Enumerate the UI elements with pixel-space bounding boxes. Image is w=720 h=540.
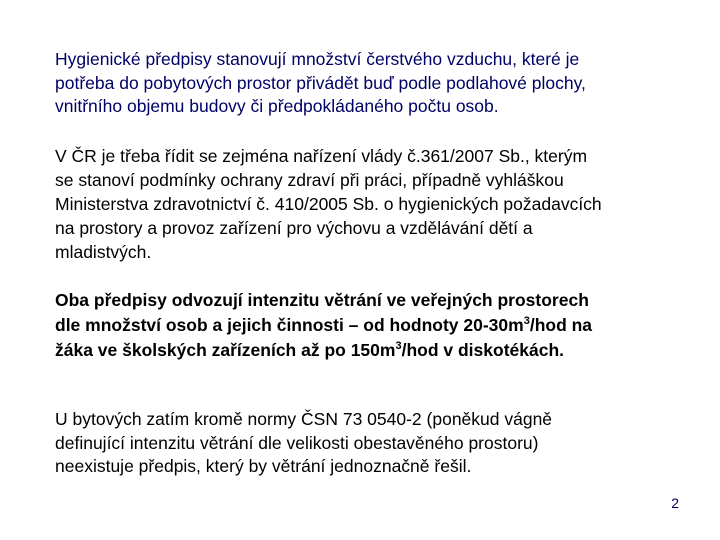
text-line: U bytových zatím kromě normy ČSN 73 0540-2 (poněkud vágně (55, 409, 553, 429)
text-line: na prostory a provoz zařízení pro výchovu a vzdělávání dětí a (55, 218, 533, 238)
text-line: potřeba do pobytových prostor přivádět buď podle podlahové plochy, (55, 72, 586, 93)
superscript: 3 (523, 315, 530, 327)
text-line: mladistvých. (55, 242, 152, 262)
text-line: Ministerstva zdravotnictví č. 410/2005 Sb. o hygienických požadavcích (55, 194, 602, 214)
text-segment: dle množství osob a jejich činnosti – od hodnoty 20-30m (55, 315, 524, 335)
text-line (55, 313, 695, 338)
text-line (55, 338, 695, 363)
text-segment: /hod v diskotékách. (401, 340, 564, 360)
page-number: 2 (671, 495, 679, 511)
superscript: 3 (395, 340, 402, 352)
text-line: V ČR je třeba řídit se zejména nařízení vlády č.361/2007 Sb., kterým (55, 146, 588, 166)
text-line: definující intenzitu větrání dle velikosti obestavěného prostoru) (55, 432, 539, 453)
text-segment: /hod na (529, 315, 593, 335)
paragraph-fresh-air-requirements (55, 48, 695, 119)
text-line: neexistuje předpis, který by větrání jednoznačně řešil. (55, 456, 472, 476)
paragraph-czech-regulations (55, 144, 695, 264)
text-line: Oba předpisy odvozují intenzitu větrání ve veřejných prostorech (55, 290, 589, 310)
paragraph-residential-buildings (55, 408, 695, 479)
text-line: se stanoví podmínky ochrany zdraví při práci, případně vyhláškou (55, 170, 564, 190)
paragraph-ventilation-intensity (55, 288, 695, 363)
text-line: Hygienické předpisy stanovují množství čerstvého vzduchu, které je (55, 49, 580, 69)
text-segment: žáka ve školských zařízeních až po 150m (55, 340, 396, 360)
text-line: vnitřního objemu budovy či předpokládaného počtu osob. (55, 96, 499, 116)
